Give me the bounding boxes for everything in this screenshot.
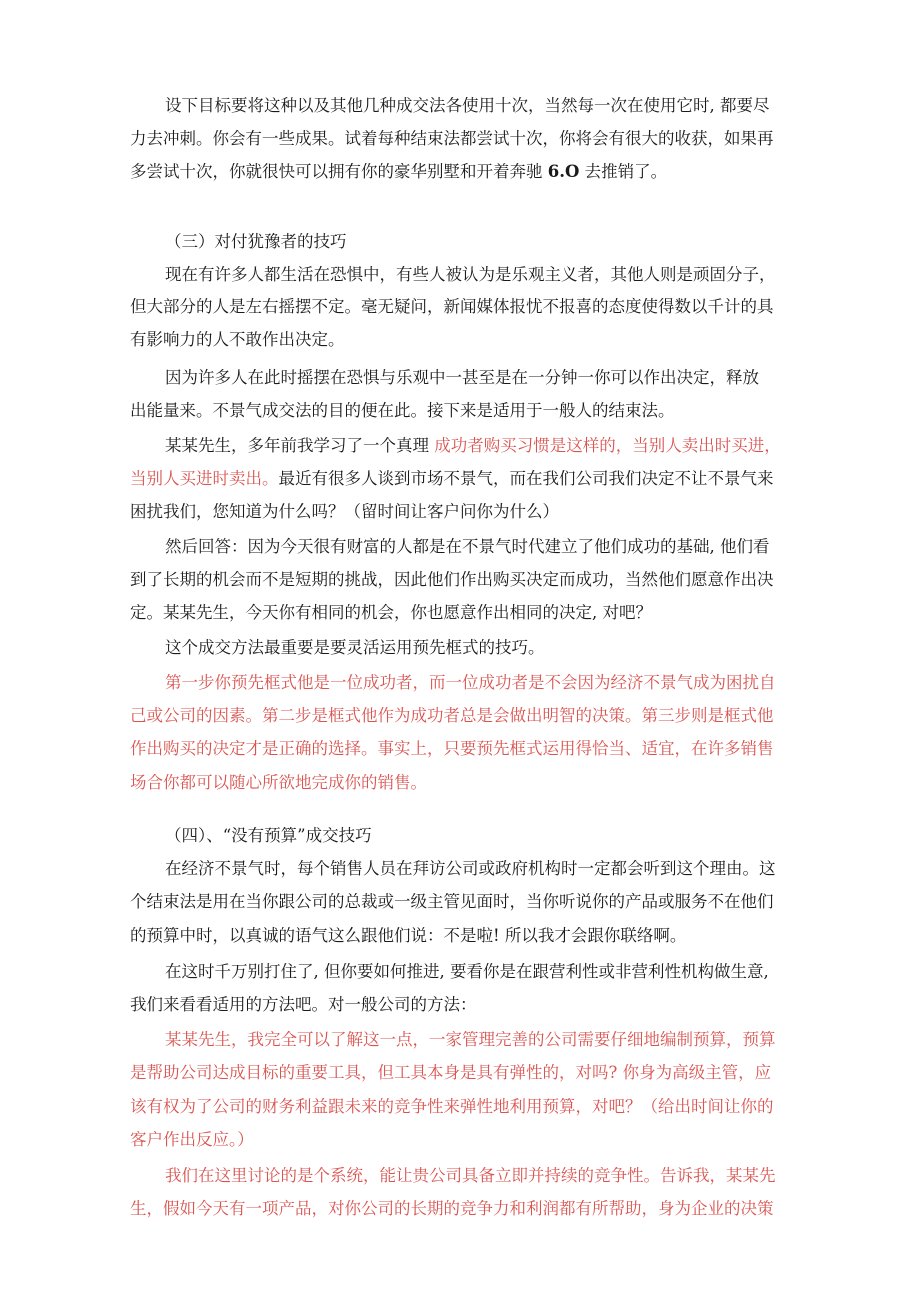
paragraph-10-line-2: 是帮助公司达成目标的重要工具，但工具本身是具有弹性的，对吗? 你身为高级主管，应: [130, 1063, 772, 1082]
paragraph-7-line-1: 第一步你预先框式他是一位成功者，而一位成功者是不会因为经济不景气成为困扰自: [165, 673, 776, 692]
paragraph-2-line-3: 有影响力的人不敢作出决定。: [130, 330, 345, 349]
paragraph-7-line-4: 场合你都可以随心所欲地完成你的销售。: [130, 773, 427, 792]
paragraph-3-line-1: 因为许多人在此时摇摆在恐惧与乐观中一甚至是在一分钟一你可以作出决定，释放: [165, 368, 759, 387]
paragraph-6-line-1: 这个成交方法最重要是要灵活运用预先框式的技巧。: [165, 638, 545, 657]
paragraph-8-line-1: 在经济不景气时，每个销售人员在拜访公司或政府机构时一定都会听到这个理由。这: [165, 859, 776, 878]
paragraph-2-line-2: 但大部分的人是左右摇摆不定。毫无疑问，新闻媒体报忧不报喜的态度使得数以千计的具: [130, 297, 774, 316]
paragraph-1-line-3: 多尝试十次，你就很快可以拥有你的豪华别墅和开着奔驰 6.O 去推销了。: [130, 162, 668, 181]
paragraph-9-line-1: 在这时千万别打住了, 但你要如何推进, 要看你是在跟营利性或非营利性机构做生意,: [165, 962, 769, 981]
highlight-truth-quote: 成功者购买习惯是这样的，当别人卖出时买进，: [429, 436, 781, 455]
paragraph-2-line-1: 现在有许多人都生活在恐惧中，有些人被认为是乐观主义者，其他人则是顽固分子，: [165, 265, 776, 284]
paragraph-11-line-2: 生，假如今天有一项产品，对你公司的长期的竞争力和利润都有所帮助，身为企业的决策: [130, 1199, 774, 1218]
paragraph-3-line-2: 出能量来。不景气成交法的目的便在此。接下来是适用于一般人的结束法。: [130, 401, 675, 420]
paragraph-5-line-1: 然后回答：因为今天很有财富的人都是在不景气时代建立了他们成功的基础, 他们看: [165, 537, 770, 556]
paragraph-7-line-2: 己或公司的因素。第二步是框式他作为成功者总是会做出明智的决策。第三步则是框式他: [130, 706, 774, 725]
section-3-heading: （三）对付犹豫者的技巧: [165, 232, 347, 251]
paragraph-1-line-2: 力去冲刺。你会有一些成果。试着每种结束法都尝试十次，你将会有很大的收获，如果再: [130, 129, 774, 148]
paragraph-1-line-1: 设下目标要将这种以及其他几种成交法各使用十次，当然每一次在使用它时, 都要尽: [165, 96, 770, 115]
paragraph-10-line-3: 该有权为了公司的财务利益跟未来的竞争性来弹性地利用预算，对吧？（给出时间让你的: [130, 1097, 774, 1116]
paragraph-4-line-1: 某某先生，多年前我学习了一个真理 成功者购买习惯是这样的，当别人卖出时买进，: [165, 436, 781, 455]
paragraph-4-line-3: 困扰我们，您知道为什么吗？（留时间让客户问你为什么）: [130, 502, 559, 521]
paragraph-7-line-3: 作出购买的决定才是正确的选择。事实上，只要预先框式运用得恰当、适宜，在许多销售: [130, 739, 774, 758]
paragraph-5-line-2: 到了长期的机会而不是短期的挑战，因此他们作出购买决定而成功，当然他们愿意作出决: [130, 570, 774, 589]
highlight-truth-quote-end: 当别人买进时卖出。: [130, 469, 279, 488]
paragraph-4-line-2: 当别人买进时卖出。最近有很多人谈到市场不景气，而在我们公司我们决定不让不景气来: [130, 469, 774, 488]
paragraph-5-line-3: 定。某某先生，今天你有相同的机会，你也愿意作出相同的决定, 对吧？: [130, 603, 652, 622]
paragraph-10-line-4: 客户作出反应。）: [130, 1130, 254, 1149]
paragraph-11-line-1: 我们在这里讨论的是个系统，能让贵公司具备立即并持续的竞争性。告诉我，某某先: [165, 1166, 776, 1185]
paragraph-8-line-2: 个结束法是用在当你跟公司的总裁或一级主管见面时，当你听说你的产品或服务不在他们: [130, 892, 774, 911]
paragraph-10-line-1: 某某先生，我完全可以了解这一点，一家管理完善的公司需要仔细地编制预算，预算: [165, 1030, 776, 1049]
bold-model-number: 6.O: [547, 162, 580, 181]
section-4-heading: （四）、“没有预算”成交技巧: [165, 826, 372, 845]
paragraph-9-line-2: 我们来看看适用的方法吧。对一般公司的方法：: [130, 995, 477, 1014]
paragraph-8-line-3: 的预算中时，以真诚的语气这么跟他们说：不是啦! 所以我才会跟你联络啊。: [130, 926, 687, 945]
